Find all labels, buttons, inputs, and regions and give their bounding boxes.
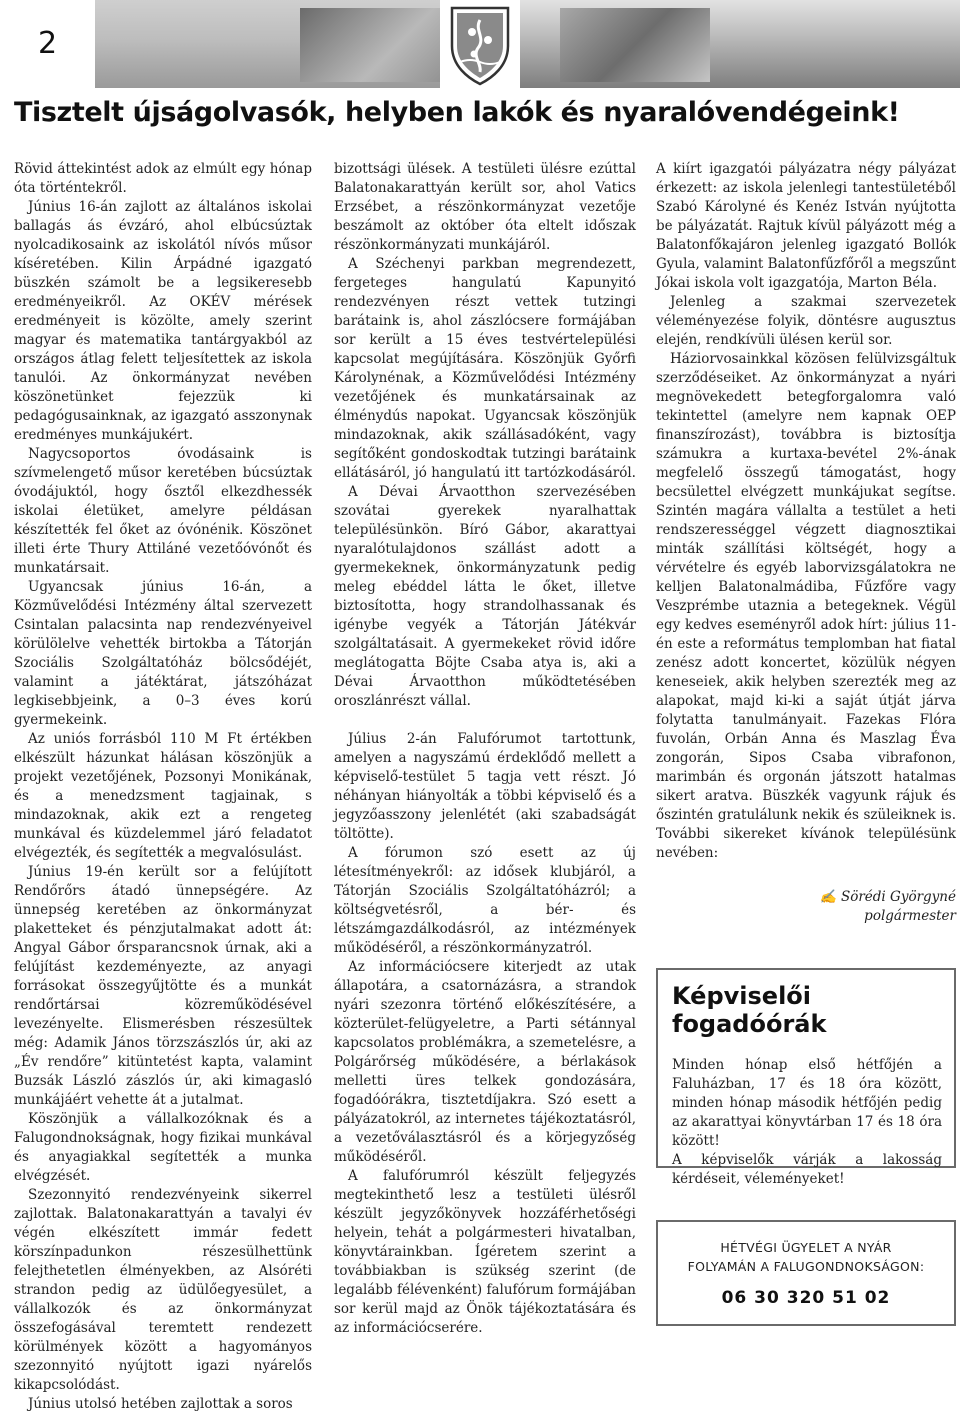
office-hours-heading: Képviselői fogadóórák (672, 982, 827, 1038)
paragraph: A Dévai Árvaotthon szervezésében szovátai gyerekek nyaralhattak településünkön. Bíró Gábor, akarattyai nyaralótulajdonos szállást adott a gyermekeknek, önkormányzatunk pedig meleg ebéddel látta le őket, illetve biztosította, hogy strandolhassanak és igénybe vegyék a Tátorján Játékvár szolgáltatásait. A gyermekeket rövid időre meglátogatta Böjte Csaba atya is, aki a Dévai Árvaotthon működtetésében oroszlánrészt vállal. (334, 484, 636, 709)
paragraph: Ugyancsak június 16-án, a Közművelődési Intézmény által szervezett Csintalan palacsinta nap rendezvényeivel körülölelve vehették birtokba a Tátorján Szociális Szolgáltatóház bölcsődéjét, valamint a játéktárat, játszóházat legkisebbjeink, a 0–3 éves korú gyermekeink. (14, 579, 312, 728)
paragraph: Rövid áttekintést adok az elmúlt egy hónap óta történtekről. (14, 161, 312, 196)
paragraph: Június 19-én került sor a felújított Rendőrőrs átadó ünnepségére. Az ünnepség keretében az önkormányzat plaketteket és pénzjutalmakat adott át: Angyal Gábor őrsparancsnok úrnak, aki a felújítást kezdeményezte, az anyagi forrásokat összegyűjtötte és a munkát rendőrtársai közreműködésével levezényelte. Elismerésben részesültek még: Adamik János törzszászlós úr, aki az „Év rendőre” kitüntetést kapta, valamint Buzsák László zászlós úr, aki kimagasló munkájáért vehette át a jutalmat. (14, 864, 312, 1108)
paragraph: Június utolsó hetében zajlottak a soros (28, 1396, 293, 1412)
paragraph: Nagycsoportos óvodásaink is szívmelengető műsor keretében búcsúztak óvodájuktól, hogy ősztől elkezdhessék iskolai életüket, amelyre példásan készítették fel őket az óvónénik. Köszönet illeti érte Thury Attiláné vezetőóvónőt és munkatársait. (14, 446, 312, 576)
coat-of-arms-icon (440, 0, 520, 88)
paragraph: Július 2-án Falufórumot tartottunk, amelyen a nagyszámú érdeklődő mellett a képviselő-testület 5 tagja vett részt. Jó néhányan hiányolták a többi képviselő és a jegyzőasszony jelenlétét (aki szabadságát töltötte). (334, 731, 636, 842)
article-column-2 (334, 160, 636, 1338)
page-number: 2 (0, 0, 95, 88)
office-hours-text (672, 1056, 942, 1189)
paragraph: Köszönjük a vállalkozóknak és a Falugondnokságnak, hogy fizikai munkával és anyagiakkal segítették a munka elvégzését. (14, 1111, 312, 1184)
paragraph: Az uniós forrásból 110 M Ft értékben elkészült házunkat hálásan köszönjük a projekt vezetőjének, Pozsonyi Monikának, és a menedzsment tagjainak, s mindazoknak, akik ezt a rengeteg munkával és küzdelemmel járó feladatot elvégezték, és segítették a megvalósulást. (14, 731, 312, 861)
paragraph: Az információcsere kiterjedt az utak állapotára, a csatornázásra, a strandok nyári szezonra történő előkészítésére, a közterület-felügyeletre, a Parti sétánnyal kapcsolatos problémákra, a szemetelésre, a Polgárőrség működésére, a bérlakások melletti üres telkek gondozására, fogadóórákra, tisztetdíjakra. Szó esett a pályázatokról, az internetes tájékoztatásról, a vezetőválasztásról és a körjegyzőség működéséről. (334, 959, 636, 1165)
signature-block (656, 888, 956, 926)
paragraph: Június 16-án zajlott az általános iskolai ballagás ás évzáró, ahol elbúcsúztak nyolcadikosaink az iskolától nívós műsor kíséretében. Kilin Árpádné igazgató büszkén számolt be a legsikeresebb eredményeikről. Az OKÉV mérések eredményeit is közölte, amely szerint magyar és matematika tantárgyakból az országos átlag felett teljesítettek az iskola tanulói. Az önkormányzat nevében köszönetünket fejezzük ki pedagógusainknak, az igazgató asszonynak eredményes munkájukért. (14, 199, 312, 443)
page-title: Tisztelt újságolvasók, helyben lakók és nyaralóvendégeink! (14, 97, 900, 128)
duty-caption (658, 1238, 954, 1276)
duty-phone-number: 06 30 320 51 02 (721, 1288, 891, 1308)
paragraph-spacer (334, 711, 636, 730)
weekend-duty-box (656, 1220, 956, 1326)
signature-role: polgármester (864, 908, 956, 924)
paragraph: Háziorvosainkkal közösen felülvizsgáltuk szerződéseiket. Az önkormányzat a nyári megnövekedett betegforgalomra való tekintettel (amelyre nem kapnak OEP finanszírozást), továbbra is biztosítja számukra a kurtaxa-bevétel 2%-ának megfelelő összegű támogatást, hogy becsülettel elvégzett munkájukat segítse. Szintén magára vállalta a testület a heti rendszerességgel végzett diagnosztikai minták szállítási költségét, hogy a vérvételre és egyéb laborvizsgálatokra ne kelljen Balatonalmádiba, Fűzfőre vagy Veszprémbe utaznia a betegeknek. Végül egy kedves eseményről adok hírt: július 11-én este a református templomban hat fiatal zenész adott koncertet, közülük négyen keneseiek, akik helyben szerezték meg az alapokat, majd ki-ki a saját útját járva folytatta tanulmányait. Fazekas Flóra fuvolán, Orbán Anna és Maszlag Éva zongorán, Sipos Csaba vibrafonon, marimbán és orgonán játszott hatalmas sikert aratva. Büszkék vagyunk rájuk és őszintén gratulálunk nekik és szüleiknek is. További sikereket kívánok településünk nevében: (656, 351, 956, 861)
office-hours-schedule: Minden hónap első hétfőjén a Faluházban, 17 és 18 óra között, minden hónap második hétfőjén pedig az akarattyai könyvtárban 17 és 18 óra között! (672, 1057, 942, 1149)
header-photo-village (300, 8, 450, 82)
page-header (0, 0, 960, 88)
article-column-1 (14, 160, 312, 1414)
paragraph: A Széchenyi parkban megrendezett, fergeteges hangulatú Kapunyitó rendezvényen részt vettek tutzingi barátaink is, ahol zászlócsere formájában sor került a 15 éves testvértelepülési kapcsolat megújítására. Köszönjük Győrfi Károlynénak, a Közművelődési Intézmény vezetőjének és munkatársainak az élménydús napokat. Ugyancsak köszönjük mindazoknak, akik szállásadóként, vagy segítőként gondoskodtak tutzingi barátaink ellátásáról, jó hangulatú itt tartózkodásáról. (334, 256, 636, 481)
paragraph: A falufórumról készült feljegyzés megtekinthető lesz a testületi ülésről készült jegyzőkönyvek hozzáférhetőségi helyein, tehát a polgármesteri hivatalban, könyvtárainkban. Ígéretem szerint a továbbiakban is szükség szerint (de legalább félévenként) falufórum formájában sor kerül majd az Önök tájékoztatására és az információcserére. (334, 1168, 636, 1336)
office-hours-invite: A képviselők várják a lakosság kérdéseit, véleményeket! (672, 1152, 942, 1187)
duty-line-2: FOLYAMÁN A FALUGONDNOKSÁGON: (687, 1259, 925, 1274)
paragraph: Jelenleg a szakmai szervezetek véleményezése folyik, döntésre augusztus elején, rendkívüli ülésen kerül sor. (656, 294, 956, 348)
paragraph: Szezonnyitó rendezvényeink sikerrel zajlottak. Balatonakarattyán a tavalyi év végén elkészített immár fedett körszínpadunkon részesülhettünk felejthetetlen élményekben, az Alsóréti strandon pedig az üdülőegyesület, a vállalkozók és az önkormányzat összefogásával teremtett rendezett körülmények között a hagyományos szezonnyitó nyújtott igazi nyárelős kikapcsolódást. (14, 1187, 312, 1393)
paragraph: A kiírt igazgatói pályázatra négy pályázat érkezett: az iskola jelenlegi tantestületéből Szabó Károlyné és Kenéz István nyújtotta be pályázatát. Rajtuk kívül pályázott még a Balatonfőkajáron jelenleg igazgató Bollók Gyula, valamint Balatonfűzfőről a megszűnt Jókai iskola volt igazgatója, Marton Béla. (656, 161, 956, 291)
paragraph: A fórumon szó esett az új létesítményekről: az idősek klubjáról, a Tátorján Szociális Szolgáltatóházról; a költségvetésről, a bér- és létszámgazdálkodásról, az intézmények működéséről, a részönkormányzatról. (334, 845, 636, 956)
header-photo-boat (560, 8, 710, 82)
signature-name: ✍ Sörédi Györgyné (819, 889, 956, 905)
paragraph: bizottsági ülések. A testületi ülésre ezúttal Balatonakarattyán került sor, ahol Vatics Erzsébet, a részönkormányzat vezetője beszámolt az október óta eltelt időszak részönkormányzati munkájáról. (334, 161, 636, 253)
article-column-3 (656, 160, 956, 863)
office-hours-box (656, 968, 956, 1187)
duty-line-1: HÉTVÉGI ÜGYELET A NYÁR (720, 1240, 892, 1255)
